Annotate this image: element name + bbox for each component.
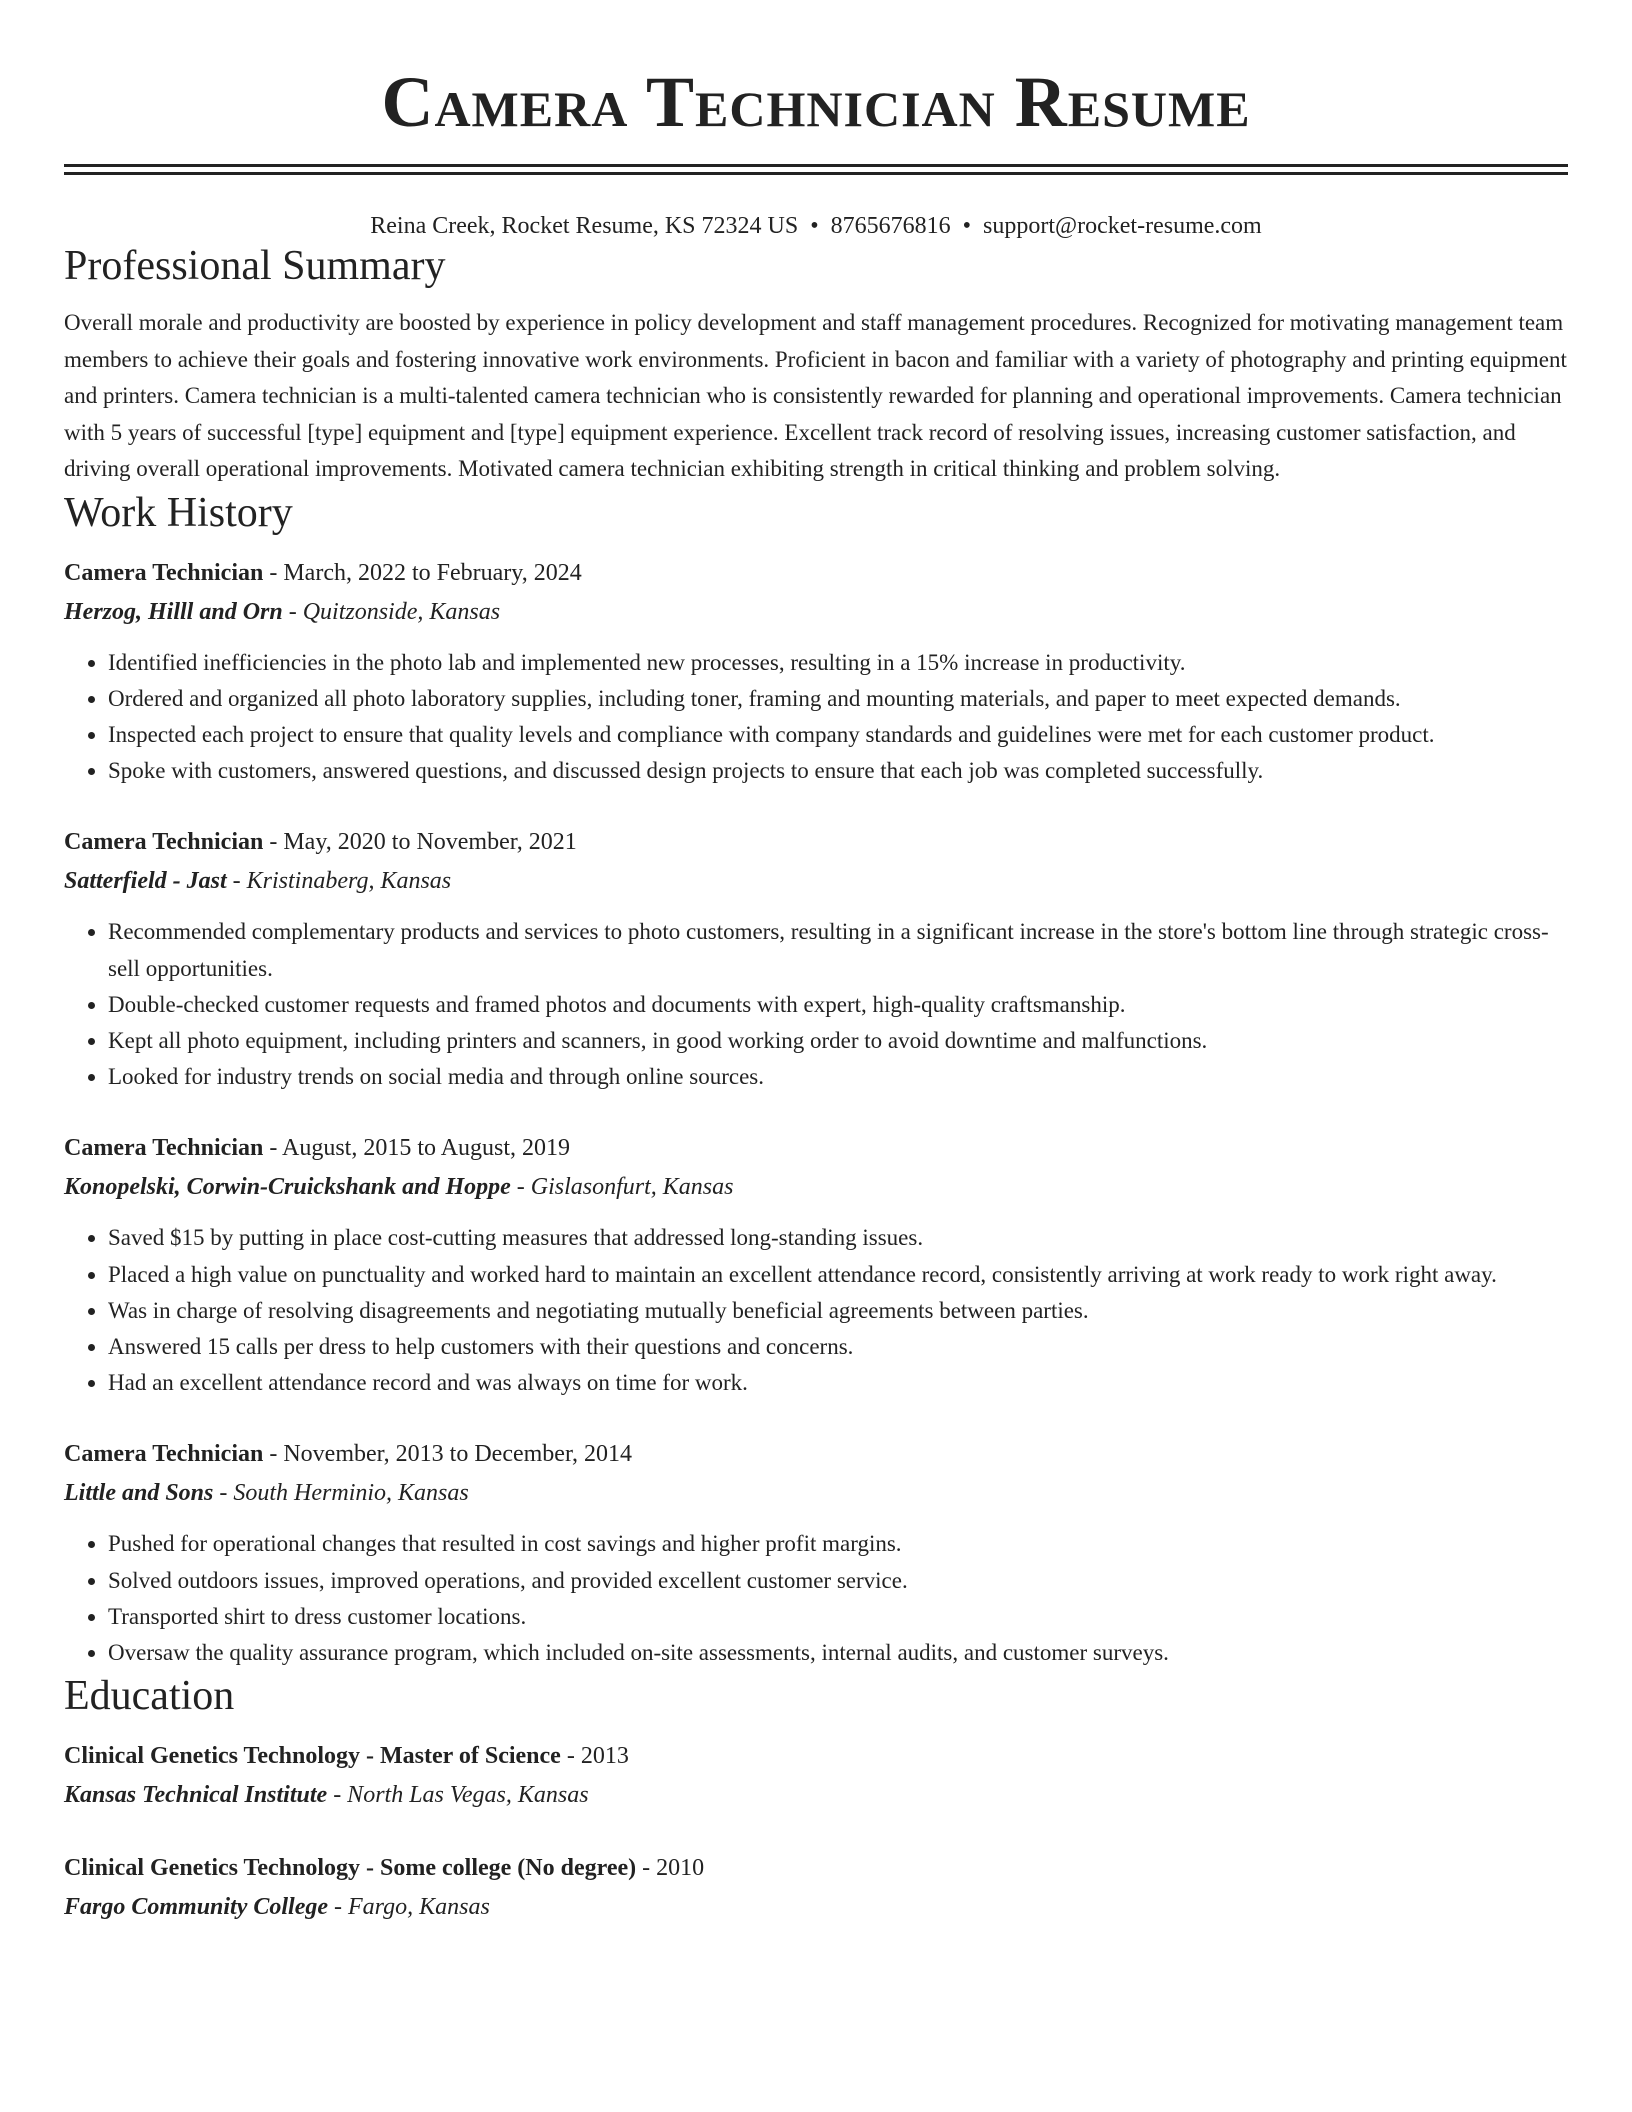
job-bullets [64, 914, 1568, 1095]
job-title-line [64, 823, 1568, 862]
job-bullet: • Pushed for operational changes that resulted in cost savings and higher profit margins. [108, 1526, 1568, 1562]
job-company-line [64, 1474, 1568, 1513]
education-entry [64, 1849, 1568, 1927]
education-location: - Fargo, Kansas [328, 1894, 490, 1921]
contact-line [64, 211, 1568, 241]
contact-email: support@rocket-resume.com [983, 213, 1262, 239]
contact-separator: • [810, 213, 819, 239]
job-location: - Gislasonfurt, Kansas [510, 1174, 734, 1201]
education-school: Fargo Community College [64, 1894, 329, 1921]
job-bullet: • Oversaw the quality assurance program, which included on-site assessments, internal audits, and customer surveys. [108, 1635, 1568, 1671]
education-degree: Clinical Genetics Technology - Some college (No degree) [64, 1855, 637, 1882]
education-degree-line [64, 1849, 1568, 1888]
job-bullet: • Kept all photo equipment, including printers and scanners, in good working order to avoid downtime and malfunctions. [108, 1023, 1568, 1059]
job-dates: - May, 2020 to November, 2021 [263, 829, 577, 856]
education-school: Kansas Technical Institute [64, 1782, 328, 1809]
job-bullet: • Spoke with customers, answered questions, and discussed design projects to ensure that each job was completed successfully. [108, 753, 1568, 789]
education-school-line [64, 1888, 1568, 1927]
job-entry [64, 554, 1568, 790]
job-bullet: • Was in charge of resolving disagreements and negotiating mutually beneficial agreements between parties. [108, 1293, 1568, 1329]
job-company: Konopelski, Corwin-Cruickshank and Hoppe [64, 1174, 511, 1201]
job-dates: - November, 2013 to December, 2014 [263, 1441, 632, 1468]
title-divider [64, 164, 1568, 175]
job-bullet: • Transported shirt to dress customer locations. [108, 1599, 1568, 1635]
education-degree-line [64, 1737, 1568, 1776]
contact-separator: • [962, 213, 972, 239]
job-location: - South Herminio, Kansas [213, 1480, 469, 1507]
summary-heading: Professional Summary [64, 243, 446, 289]
job-bullet: • Saved $15 by putting in place cost-cutting measures that addressed long-standing issues. [108, 1220, 1568, 1256]
job-bullets [64, 645, 1568, 790]
job-title: Camera Technician [64, 1441, 264, 1468]
job-title-line [64, 1129, 1568, 1168]
job-bullet: • Placed a high value on punctuality and worked hard to maintain an excellent attendance record, consistently arriving at work ready to work right away. [108, 1257, 1568, 1293]
job-bullet: • Had an excellent attendance record and was always on time for work. [108, 1365, 1568, 1401]
resume-title: Camera Technician Resume [381, 62, 1251, 142]
job-bullet: • Inspected each project to ensure that quality levels and compliance with company standards and guidelines were met for each customer product. [108, 717, 1568, 753]
education-year: - 2013 [560, 1743, 629, 1770]
work-history-heading: Work History [64, 489, 293, 536]
job-bullet: • Ordered and organized all photo laboratory supplies, including toner, framing and mounting materials, and paper to meet expected demands. [108, 681, 1568, 717]
education-heading: Education [64, 1673, 235, 1720]
job-dates: - March, 2022 to February, 2024 [263, 559, 582, 586]
job-title: Camera Technician [64, 559, 264, 586]
job-company: Herzog, Hilll and Orn [64, 598, 283, 625]
job-bullet: • Recommended complementary products and services to photo customers, resulting in a significant increase in the store's bottom line through strategic cross-sell opportunities. [108, 914, 1568, 986]
contact-address: Reina Creek, Rocket Resume, KS 72324 US [370, 213, 799, 239]
job-bullet: • Looked for industry trends on social media and through online sources. [108, 1059, 1568, 1095]
contact-phone: 8765676816 [830, 213, 951, 239]
job-company: Satterfield - Jast [64, 868, 227, 895]
job-title: Camera Technician [64, 1135, 264, 1162]
job-entry [64, 1129, 1568, 1401]
job-location: - Kristinaberg, Kansas [226, 868, 452, 895]
job-bullet: • Solved outdoors issues, improved operations, and provided excellent customer service. [108, 1563, 1568, 1599]
job-bullet: • Answered 15 calls per dress to help customers with their questions and concerns. [108, 1329, 1568, 1365]
education-school-line [64, 1776, 1568, 1815]
job-bullet: • Double-checked customer requests and framed photos and documents with expert, high-quality craftsmanship. [108, 987, 1568, 1023]
job-entry [64, 1435, 1568, 1671]
summary-text: Overall morale and productivity are boosted by experience in policy development and staff management procedures. Recognized for motivating management team members to achieve their goals and fostering innovative work environments. Proficient in bacon and familiar with a variety of photography and printing equipment and printers. Camera technician is a multi-talented camera technician who is consistently rewarded for planning and operational improvements. Camera technician with 5 years of successful [type] equipment and [type] equipment experience. Excellent track record of resolving issues, increasing customer satisfaction, and driving overall operational improvements. Motivated camera technician exhibiting strength in critical thinking and problem solving. [64, 310, 1567, 481]
job-bullets [64, 1220, 1568, 1401]
job-bullets [64, 1526, 1568, 1671]
education-location: - North Las Vegas, Kansas [327, 1782, 589, 1809]
job-location: - Quitzonside, Kansas [282, 598, 501, 625]
education-year: - 2010 [636, 1855, 705, 1882]
job-title-line [64, 1435, 1568, 1474]
job-entry [64, 823, 1568, 1095]
job-company-line [64, 862, 1568, 901]
job-company-line [64, 1168, 1568, 1207]
education-degree: Clinical Genetics Technology - Master of Science [64, 1743, 561, 1770]
job-company: Little and Sons [64, 1480, 214, 1507]
job-bullet: • Identified inefficiencies in the photo lab and implemented new processes, resulting in a 15% increase in productivity. [108, 645, 1568, 681]
job-dates: - August, 2015 to August, 2019 [263, 1135, 571, 1162]
education-entry [64, 1737, 1568, 1815]
job-company-line [64, 593, 1568, 632]
job-title-line [64, 554, 1568, 593]
job-title: Camera Technician [64, 829, 264, 856]
